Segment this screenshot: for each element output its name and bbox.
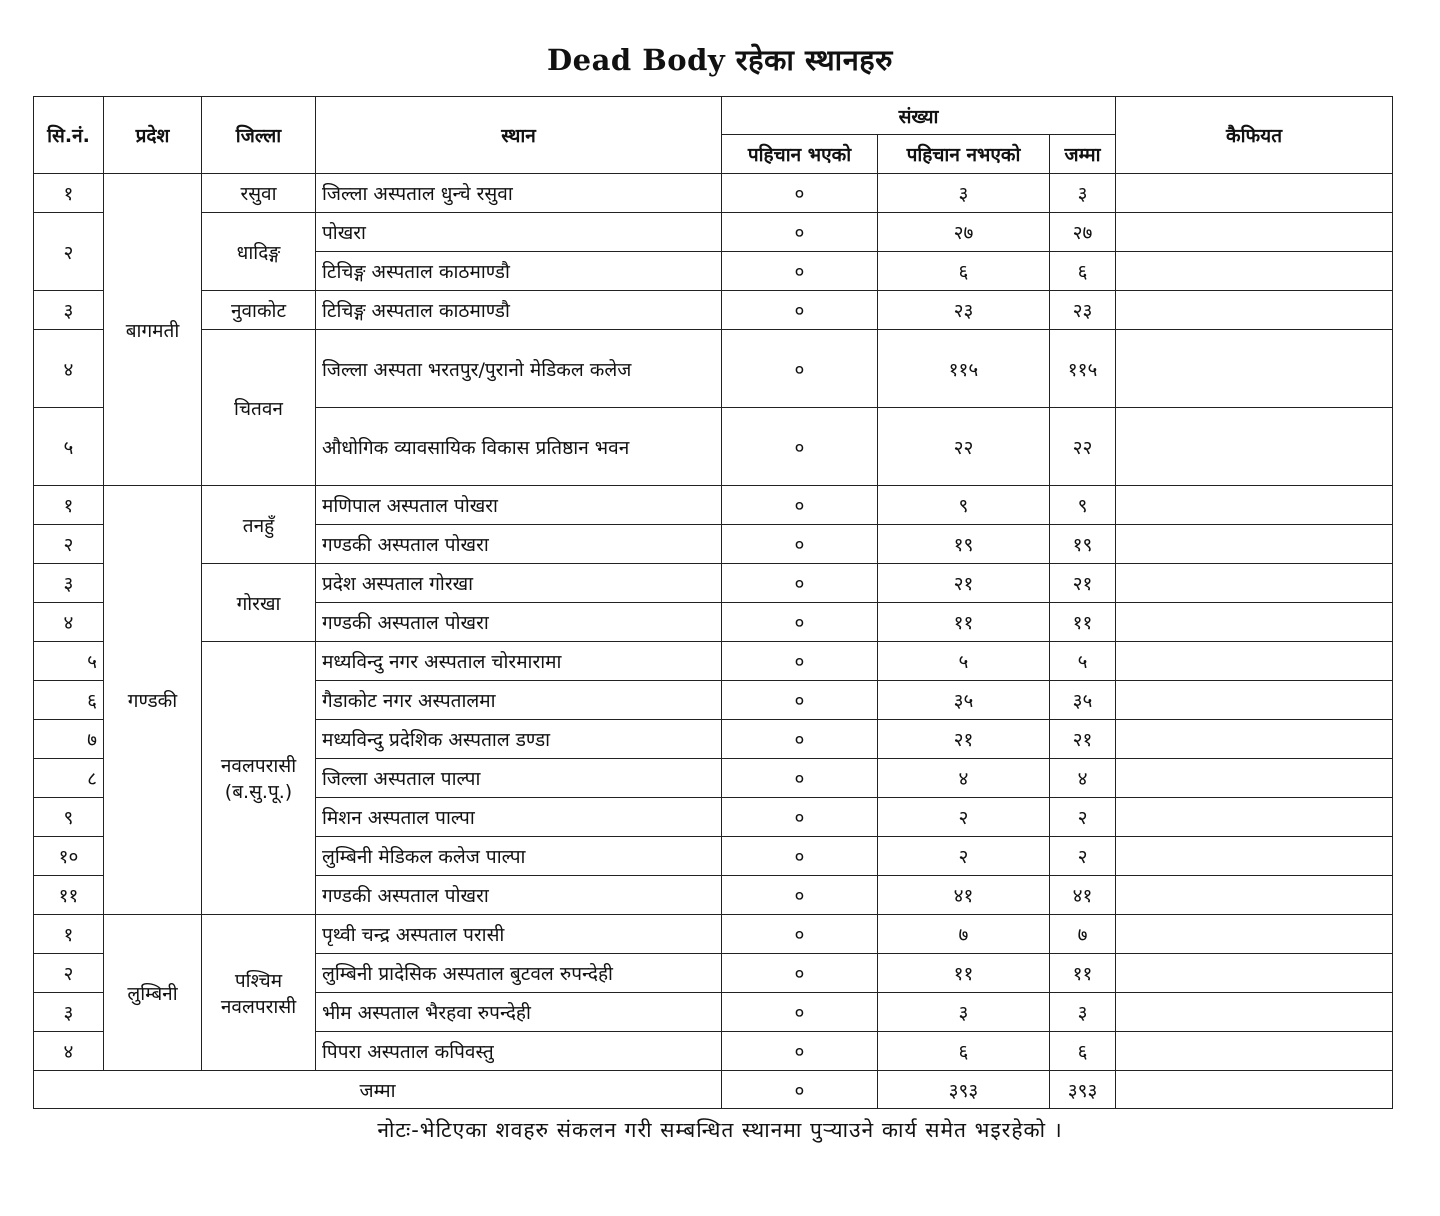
total-cell: २७ <box>1050 213 1116 252</box>
totals-label: जम्मा <box>34 1071 722 1109</box>
remarks-cell <box>1116 642 1393 681</box>
identified-cell: ० <box>722 642 878 681</box>
remarks-cell <box>1116 837 1393 876</box>
header-province: प्रदेश <box>104 97 202 174</box>
sn-cell: १ <box>34 174 104 213</box>
identified-cell: ० <box>722 1032 878 1071</box>
header-remarks: कैफियत <box>1116 97 1393 174</box>
district-cell: नुवाकोट <box>202 291 316 330</box>
place-cell: मिशन अस्पताल पाल्पा <box>316 798 722 837</box>
total-cell: ३ <box>1050 174 1116 213</box>
remarks-cell <box>1116 564 1393 603</box>
remarks-cell <box>1116 174 1393 213</box>
sn-cell: ११ <box>34 876 104 915</box>
district-cell <box>202 642 316 915</box>
identified-cell: ० <box>722 603 878 642</box>
total-cell: ७ <box>1050 915 1116 954</box>
totals-identified: ० <box>722 1071 878 1109</box>
totals-unidentified: ३९३ <box>878 1071 1050 1109</box>
place-cell: मध्यविन्दु प्रदेशिक अस्पताल डण्डा <box>316 720 722 759</box>
table-row <box>34 213 1393 252</box>
table-row <box>34 564 1393 603</box>
unidentified-cell: १९ <box>878 525 1050 564</box>
sn-cell: ९ <box>34 798 104 837</box>
unidentified-cell: २२ <box>878 408 1050 486</box>
identified-cell: ० <box>722 720 878 759</box>
district-cell: रसुवा <box>202 174 316 213</box>
identified-cell: ० <box>722 681 878 720</box>
total-cell: २ <box>1050 837 1116 876</box>
sn-cell: १० <box>34 837 104 876</box>
sn-cell: ५ <box>34 408 104 486</box>
totals-remarks <box>1116 1071 1393 1109</box>
dead-body-locations-table <box>33 96 1393 1109</box>
unidentified-cell: ३ <box>878 174 1050 213</box>
district-name: पश्चिम <box>234 969 283 992</box>
place-cell: मणिपाल अस्पताल पोखरा <box>316 486 722 525</box>
sn-cell: ५ <box>34 642 104 681</box>
sn-cell: ४ <box>34 603 104 642</box>
remarks-cell <box>1116 291 1393 330</box>
province-cell: बागमती <box>104 174 202 486</box>
place-cell: टिचिङ्ग अस्पताल काठमाण्डौ <box>316 291 722 330</box>
sn-cell: २ <box>34 525 104 564</box>
sn-cell: ८ <box>34 759 104 798</box>
header-district: जिल्ला <box>202 97 316 174</box>
province-cell: लुम्बिनी <box>104 915 202 1071</box>
total-cell: ५ <box>1050 642 1116 681</box>
remarks-cell <box>1116 408 1393 486</box>
unidentified-cell: ६ <box>878 252 1050 291</box>
place-cell: गण्डकी अस्पताल पोखरा <box>316 876 722 915</box>
remarks-cell <box>1116 252 1393 291</box>
header-total: जम्मा <box>1050 135 1116 174</box>
place-cell: गण्डकी अस्पताल पोखरा <box>316 525 722 564</box>
table-row <box>34 915 1393 954</box>
identified-cell: ० <box>722 837 878 876</box>
total-cell: ११५ <box>1050 330 1116 408</box>
identified-cell: ० <box>722 252 878 291</box>
table-row <box>34 330 1393 408</box>
identified-cell: ० <box>722 174 878 213</box>
unidentified-cell: ४ <box>878 759 1050 798</box>
district-cell: चितवन <box>202 330 316 486</box>
place-cell: जिल्ला अस्पताल धुन्चे रसुवा <box>316 174 722 213</box>
sn-cell: १ <box>34 486 104 525</box>
identified-cell: ० <box>722 798 878 837</box>
total-cell: २ <box>1050 798 1116 837</box>
remarks-cell <box>1116 954 1393 993</box>
unidentified-cell: २ <box>878 798 1050 837</box>
total-cell: २१ <box>1050 720 1116 759</box>
unidentified-cell: ११ <box>878 603 1050 642</box>
remarks-cell <box>1116 603 1393 642</box>
identified-cell: ० <box>722 330 878 408</box>
place-cell: टिचिङ्ग अस्पताल काठमाण्डौ <box>316 252 722 291</box>
identified-cell: ० <box>722 486 878 525</box>
sn-cell: ४ <box>34 330 104 408</box>
sn-cell: २ <box>34 954 104 993</box>
total-cell: ६ <box>1050 252 1116 291</box>
place-cell: पोखरा <box>316 213 722 252</box>
total-cell: २३ <box>1050 291 1116 330</box>
remarks-cell <box>1116 759 1393 798</box>
identified-cell: ० <box>722 954 878 993</box>
remarks-cell <box>1116 486 1393 525</box>
place-cell: भीम अस्पताल भैरहवा रुपन्देही <box>316 993 722 1032</box>
district-subname: नवलपरासी <box>220 995 297 1018</box>
district-subname: (ब.सु.पू.) <box>224 781 293 803</box>
unidentified-cell: ३५ <box>878 681 1050 720</box>
total-cell: ४ <box>1050 759 1116 798</box>
place-cell: औधोगिक व्यावसायिक विकास प्रतिष्ठान भवन <box>316 408 722 486</box>
place-cell: मध्यविन्दु नगर अस्पताल चोरमारामा <box>316 642 722 681</box>
remarks-cell <box>1116 798 1393 837</box>
unidentified-cell: ३ <box>878 993 1050 1032</box>
identified-cell: ० <box>722 408 878 486</box>
remarks-cell <box>1116 1032 1393 1071</box>
identified-cell: ० <box>722 759 878 798</box>
remarks-cell <box>1116 213 1393 252</box>
total-cell: ३ <box>1050 993 1116 1032</box>
district-cell: तनहुँ <box>202 486 316 564</box>
remarks-cell <box>1116 720 1393 759</box>
totals-total: ३९३ <box>1050 1071 1116 1109</box>
district-cell <box>202 915 316 1071</box>
unidentified-cell: ९ <box>878 486 1050 525</box>
district-name: नवलपरासी <box>220 755 297 777</box>
place-cell: जिल्ला अस्पता भरतपुर/पुरानो मेडिकल कलेज <box>316 330 722 408</box>
identified-cell: ० <box>722 993 878 1032</box>
total-cell: २१ <box>1050 564 1116 603</box>
province-cell: गण्डकी <box>104 486 202 915</box>
total-cell: ४१ <box>1050 876 1116 915</box>
header-sn: सि.नं. <box>34 97 104 174</box>
header-place: स्थान <box>316 97 722 174</box>
footnote: नोटः-भेटिएका शवहरु संकलन गरी सम्बन्धित स्थानमा पुऱ्याउने कार्य समेत भइरहेको । <box>377 1118 1063 1142</box>
sn-cell: २ <box>34 213 104 291</box>
place-cell: जिल्ला अस्पताल पाल्पा <box>316 759 722 798</box>
unidentified-cell: २३ <box>878 291 1050 330</box>
totals-row <box>34 1071 1393 1109</box>
remarks-cell <box>1116 681 1393 720</box>
unidentified-cell: ११५ <box>878 330 1050 408</box>
sn-cell: ३ <box>34 291 104 330</box>
header-unidentified: पहिचान नभएको <box>878 135 1050 174</box>
total-cell: २२ <box>1050 408 1116 486</box>
place-cell: पृथ्वी चन्द्र अस्पताल परासी <box>316 915 722 954</box>
total-cell: ३५ <box>1050 681 1116 720</box>
sn-cell: १ <box>34 915 104 954</box>
total-cell: ६ <box>1050 1032 1116 1071</box>
remarks-cell <box>1116 330 1393 408</box>
district-cell: गोरखा <box>202 564 316 642</box>
table-row <box>34 486 1393 525</box>
total-cell: १९ <box>1050 525 1116 564</box>
place-cell: लुम्बिनी प्रादेसिक अस्पताल बुटवल रुपन्देही <box>316 954 722 993</box>
unidentified-cell: ६ <box>878 1032 1050 1071</box>
header-identified: पहिचान भएको <box>722 135 878 174</box>
identified-cell: ० <box>722 564 878 603</box>
identified-cell: ० <box>722 291 878 330</box>
place-cell: लुम्बिनी मेडिकल कलेज पाल्पा <box>316 837 722 876</box>
remarks-cell <box>1116 993 1393 1032</box>
table-row <box>34 174 1393 213</box>
unidentified-cell: २१ <box>878 720 1050 759</box>
sn-cell: ६ <box>34 681 104 720</box>
unidentified-cell: ४१ <box>878 876 1050 915</box>
sn-cell: ७ <box>34 720 104 759</box>
unidentified-cell: २ <box>878 837 1050 876</box>
sn-cell: ३ <box>34 993 104 1032</box>
identified-cell: ० <box>722 213 878 252</box>
remarks-cell <box>1116 876 1393 915</box>
header-count: संख्या <box>722 97 1116 135</box>
remarks-cell <box>1116 915 1393 954</box>
table-row <box>34 291 1393 330</box>
place-cell: गैडाकोट नगर अस्पतालमा <box>316 681 722 720</box>
total-cell: ९ <box>1050 486 1116 525</box>
identified-cell: ० <box>722 915 878 954</box>
table-row <box>34 642 1393 681</box>
district-cell: धादिङ्ग <box>202 213 316 291</box>
identified-cell: ० <box>722 876 878 915</box>
sn-cell: ३ <box>34 564 104 603</box>
total-cell: ११ <box>1050 603 1116 642</box>
place-cell: पिपरा अस्पताल कपिवस्तु <box>316 1032 722 1071</box>
total-cell: ११ <box>1050 954 1116 993</box>
identified-cell: ० <box>722 525 878 564</box>
place-cell: गण्डकी अस्पताल पोखरा <box>316 603 722 642</box>
document-title: Dead Body रहेका स्थानहरु <box>546 43 894 77</box>
unidentified-cell: ७ <box>878 915 1050 954</box>
unidentified-cell: ५ <box>878 642 1050 681</box>
unidentified-cell: २१ <box>878 564 1050 603</box>
place-cell: प्रदेश अस्पताल गोरखा <box>316 564 722 603</box>
unidentified-cell: ११ <box>878 954 1050 993</box>
unidentified-cell: २७ <box>878 213 1050 252</box>
remarks-cell <box>1116 525 1393 564</box>
sn-cell: ४ <box>34 1032 104 1071</box>
